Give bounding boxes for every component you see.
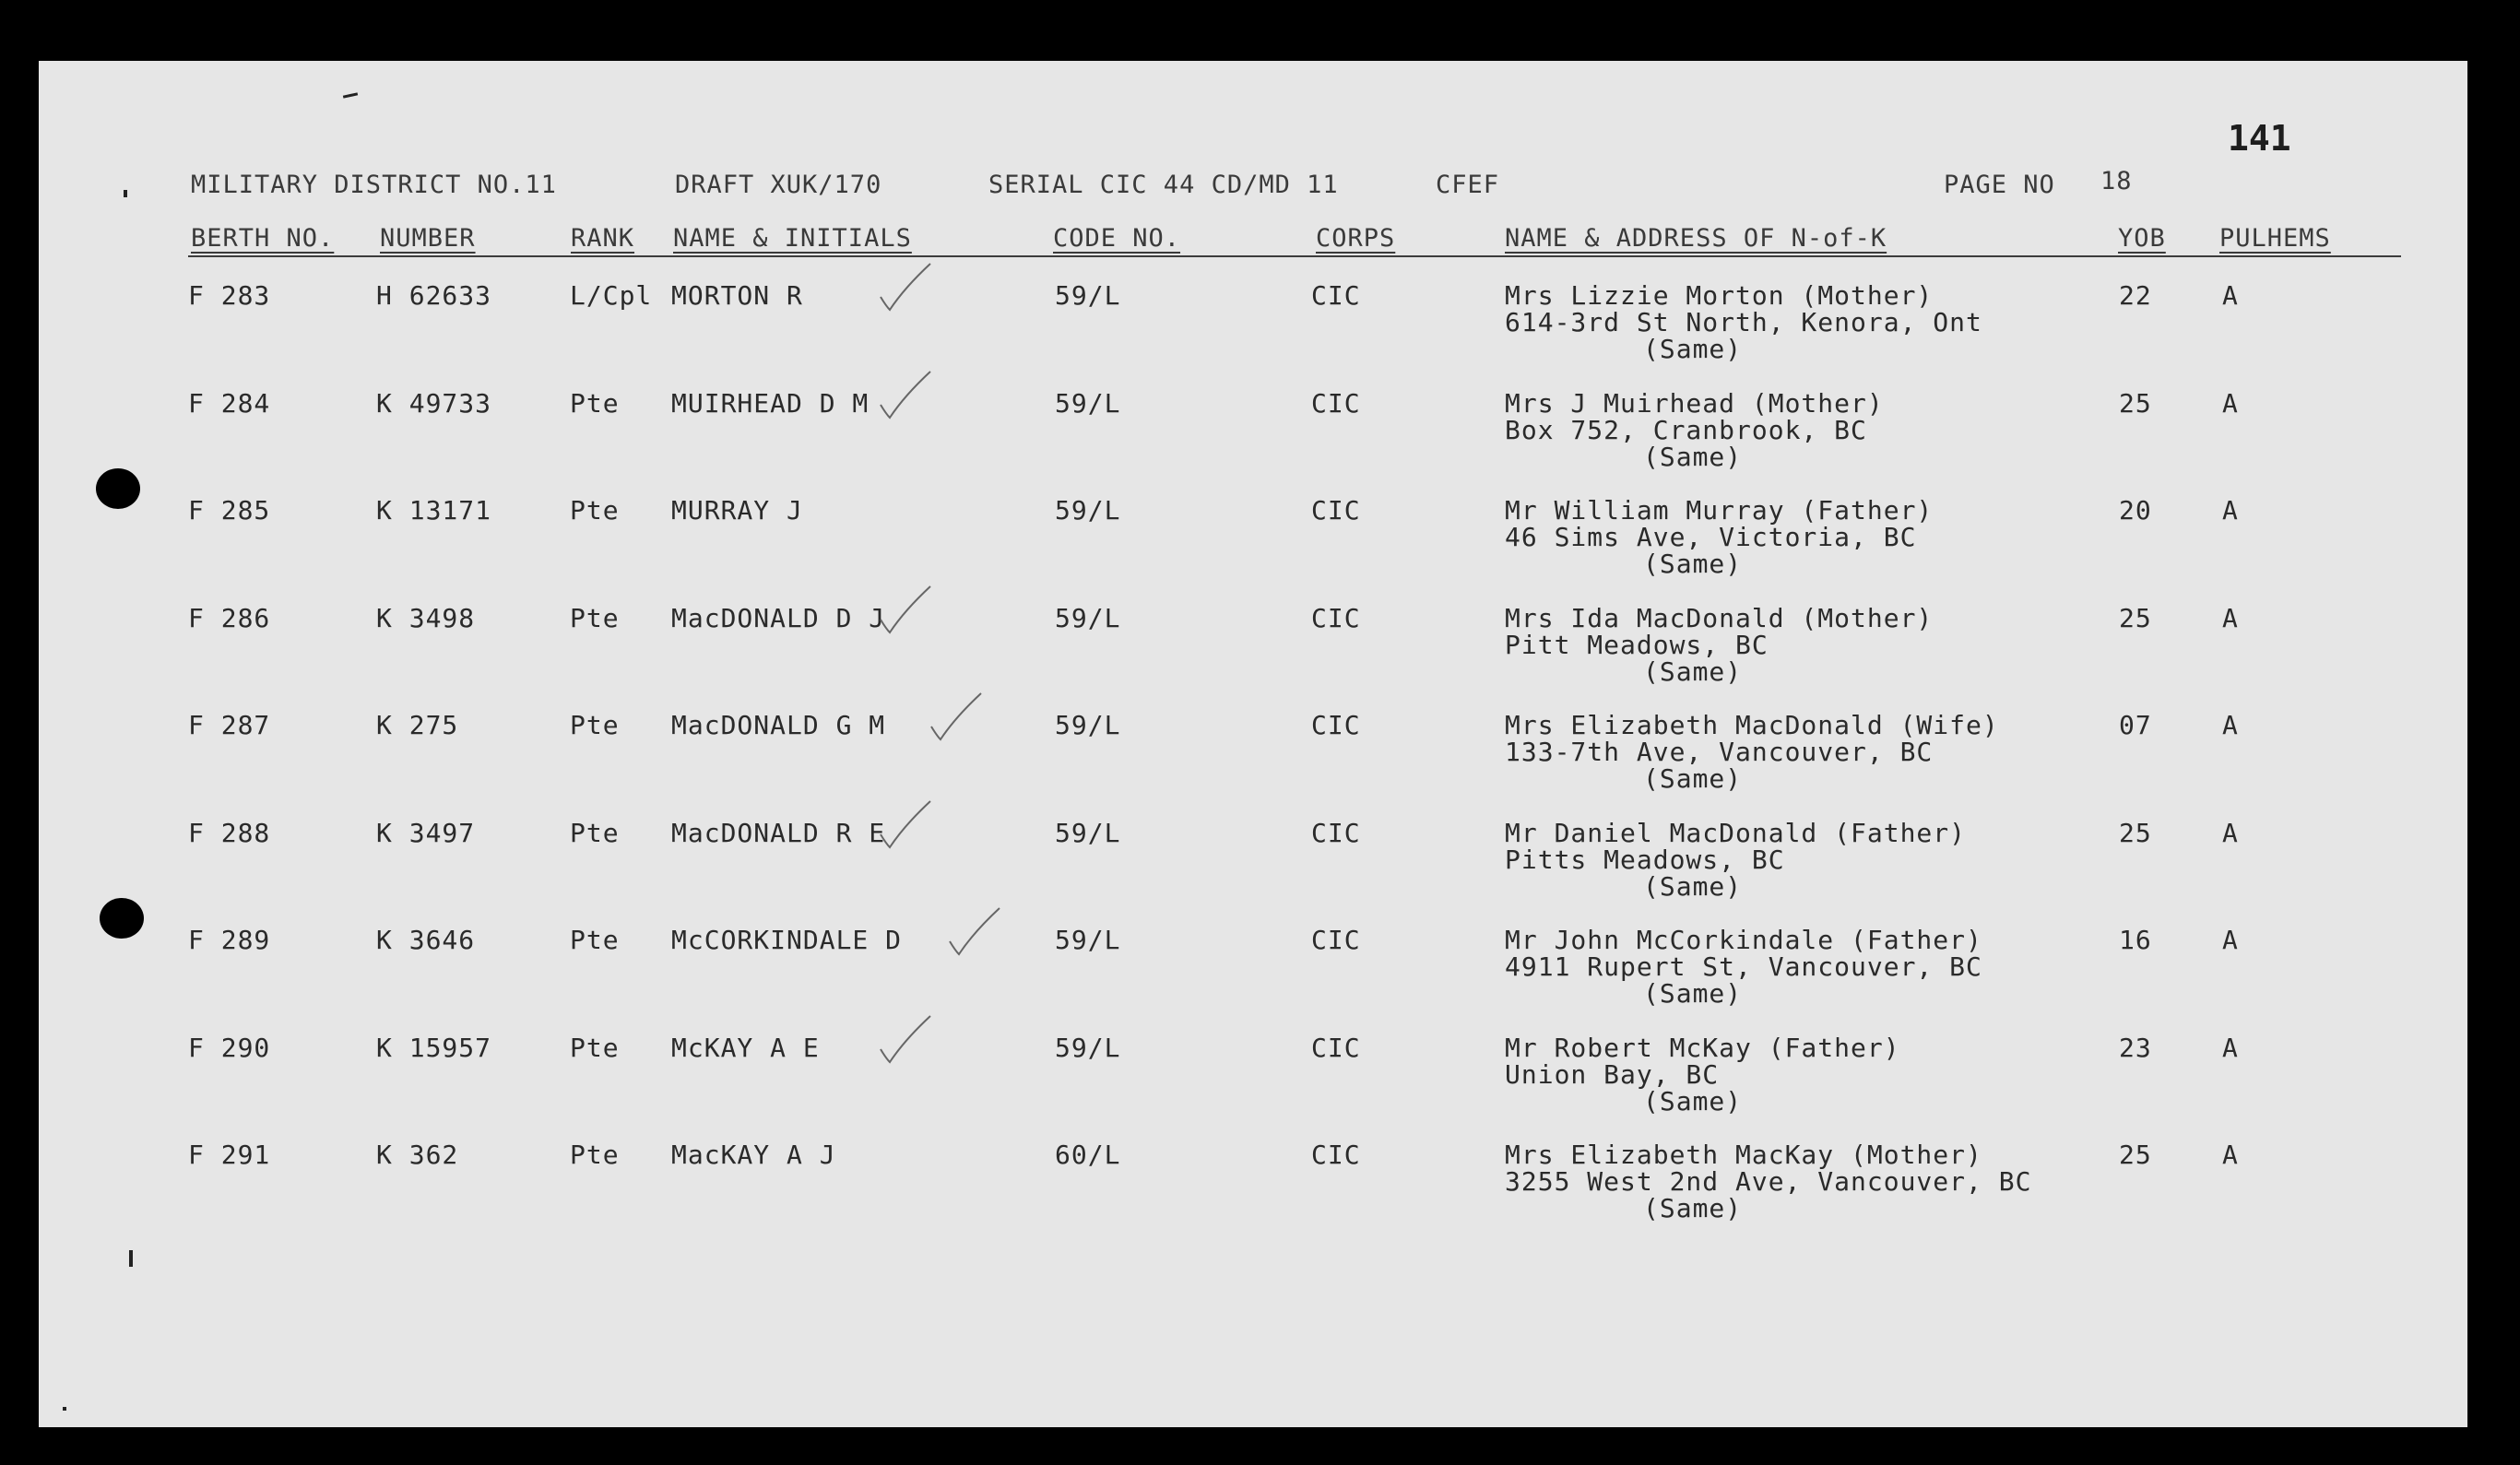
next-of-kin-address: Box 752, Cranbrook, BC — [1505, 415, 1867, 445]
corps: CIC — [1311, 1033, 1361, 1063]
next-of-kin-note: (Same) — [1643, 1193, 1743, 1223]
rank: Pte — [570, 710, 620, 740]
code-number: 60/L — [1055, 1140, 1121, 1170]
rank: Pte — [570, 388, 620, 419]
service-number: K 3498 — [376, 603, 476, 633]
check-mark-icon — [873, 797, 938, 853]
punch-hole-bottom — [100, 898, 144, 939]
berth-number: F 285 — [188, 495, 271, 526]
punch-hole-top — [96, 468, 140, 509]
margin-mark — [129, 1250, 133, 1267]
force-label: CFEF — [1436, 171, 1500, 199]
next-of-kin-address: 46 Sims Ave, Victoria, BC — [1505, 522, 1917, 552]
col-header-number: NUMBER — [380, 224, 476, 253]
year-of-birth: 07 — [2119, 710, 2152, 740]
rank: Pte — [570, 1033, 620, 1063]
year-of-birth: 22 — [2119, 280, 2152, 311]
next-of-kin-note: (Same) — [1643, 871, 1743, 902]
berth-number: F 289 — [188, 925, 271, 955]
pulhems: A — [2222, 495, 2239, 526]
year-of-birth: 25 — [2119, 603, 2152, 633]
service-number: K 362 — [376, 1140, 459, 1170]
year-of-birth: 25 — [2119, 388, 2152, 419]
check-mark-icon — [924, 690, 988, 745]
soldier-name: McCORKINDALE D — [671, 925, 903, 955]
serial-label: SERIAL CIC 44 CD/MD 11 — [988, 171, 1339, 199]
next-of-kin-address: 4911 Rupert St, Vancouver, BC — [1505, 951, 1982, 982]
next-of-kin-name: Mrs Elizabeth MacDonald (Wife) — [1505, 710, 1999, 740]
next-of-kin-name: Mrs J Muirhead (Mother) — [1505, 388, 1884, 419]
rank: L/Cpl — [570, 280, 653, 311]
rank: Pte — [570, 818, 620, 848]
pulhems: A — [2222, 1033, 2239, 1063]
district-label: MILITARY DISTRICT NO.11 — [191, 171, 557, 199]
next-of-kin-address: Pitts Meadows, BC — [1505, 845, 1785, 875]
pulhems: A — [2222, 710, 2239, 740]
next-of-kin-name: Mr Robert McKay (Father) — [1505, 1033, 1900, 1063]
next-of-kin-note: (Same) — [1643, 549, 1743, 579]
margin-mark — [63, 1407, 66, 1411]
next-of-kin-address: Pitt Meadows, BC — [1505, 630, 1769, 660]
col-header-yob: YOB — [2118, 224, 2166, 253]
next-of-kin-note: (Same) — [1643, 1086, 1743, 1116]
col-header-corps: CORPS — [1316, 224, 1396, 253]
next-of-kin-address: 3255 West 2nd Ave, Vancouver, BC — [1505, 1166, 2032, 1197]
next-of-kin-name: Mrs Ida MacDonald (Mother) — [1505, 603, 1934, 633]
document-sheet — [39, 61, 2467, 1427]
code-number: 59/L — [1055, 280, 1121, 311]
code-number: 59/L — [1055, 1033, 1121, 1063]
pulhems: A — [2222, 280, 2239, 311]
service-number: H 62633 — [376, 280, 492, 311]
soldier-name: MORTON R — [671, 280, 803, 311]
page-number-label: PAGE NO — [1944, 171, 2055, 199]
pulhems: A — [2222, 925, 2239, 955]
col-header-pulhems: PULHEMS — [2219, 224, 2331, 253]
next-of-kin-note: (Same) — [1643, 763, 1743, 794]
soldier-name: MUIRHEAD D M — [671, 388, 870, 419]
corps: CIC — [1311, 818, 1361, 848]
year-of-birth: 25 — [2119, 818, 2152, 848]
next-of-kin-address: 133-7th Ave, Vancouver, BC — [1505, 737, 1934, 767]
corps: CIC — [1311, 1140, 1361, 1170]
soldier-name: MURRAY J — [671, 495, 803, 526]
year-of-birth: 23 — [2119, 1033, 2152, 1063]
next-of-kin-name: Mr Daniel MacDonald (Father) — [1505, 818, 1967, 848]
rank: Pte — [570, 1140, 620, 1170]
year-of-birth: 25 — [2119, 1140, 2152, 1170]
margin-mark — [124, 190, 127, 197]
berth-number: F 283 — [188, 280, 271, 311]
berth-number: F 288 — [188, 818, 271, 848]
next-of-kin-note: (Same) — [1643, 442, 1743, 472]
service-number: K 13171 — [376, 495, 492, 526]
next-of-kin-name: Mrs Elizabeth MacKay (Mother) — [1505, 1140, 1982, 1170]
soldier-name: MacDONALD D J — [671, 603, 886, 633]
year-of-birth: 20 — [2119, 495, 2152, 526]
code-number: 59/L — [1055, 925, 1121, 955]
corps: CIC — [1311, 710, 1361, 740]
page-stamp: 141 — [2228, 118, 2291, 159]
service-number: K 3646 — [376, 925, 476, 955]
next-of-kin-address: 614-3rd St North, Kenora, Ont — [1505, 307, 1982, 337]
col-header-berth: BERTH NO. — [191, 224, 335, 253]
code-number: 59/L — [1055, 495, 1121, 526]
col-header-nok: NAME & ADDRESS OF N-of-K — [1505, 224, 1887, 253]
draft-label: DRAFT XUK/170 — [675, 171, 882, 199]
check-mark-icon — [873, 368, 938, 423]
berth-number: F 286 — [188, 603, 271, 633]
berth-number: F 287 — [188, 710, 271, 740]
pulhems: A — [2222, 388, 2239, 419]
next-of-kin-name: Mr William Murray (Father) — [1505, 495, 1934, 526]
service-number: K 3497 — [376, 818, 476, 848]
next-of-kin-name: Mr John McCorkindale (Father) — [1505, 925, 1982, 955]
pulhems: A — [2222, 1140, 2239, 1170]
check-mark-icon — [873, 260, 938, 315]
rank: Pte — [570, 495, 620, 526]
berth-number: F 284 — [188, 388, 271, 419]
header-rule — [188, 255, 2401, 257]
next-of-kin-note: (Same) — [1643, 656, 1743, 687]
code-number: 59/L — [1055, 388, 1121, 419]
code-number: 59/L — [1055, 818, 1121, 848]
next-of-kin-name: Mrs Lizzie Morton (Mother) — [1505, 280, 1934, 311]
rank: Pte — [570, 925, 620, 955]
code-number: 59/L — [1055, 603, 1121, 633]
corps: CIC — [1311, 280, 1361, 311]
check-mark-icon — [873, 1012, 938, 1068]
corps: CIC — [1311, 495, 1361, 526]
next-of-kin-note: (Same) — [1643, 334, 1743, 364]
service-number: K 49733 — [376, 388, 492, 419]
corps: CIC — [1311, 925, 1361, 955]
next-of-kin-note: (Same) — [1643, 978, 1743, 1009]
soldier-name: McKAY A E — [671, 1033, 820, 1063]
col-header-rank: RANK — [571, 224, 635, 253]
soldier-name: MacDONALD R E — [671, 818, 886, 848]
soldier-name: MacDONALD G M — [671, 710, 886, 740]
berth-number: F 290 — [188, 1033, 271, 1063]
next-of-kin-address: Union Bay, BC — [1505, 1059, 1720, 1090]
service-number: K 275 — [376, 710, 459, 740]
page-number-value: 18 — [2100, 167, 2133, 195]
pulhems: A — [2222, 818, 2239, 848]
berth-number: F 291 — [188, 1140, 271, 1170]
pulhems: A — [2222, 603, 2239, 633]
code-number: 59/L — [1055, 710, 1121, 740]
rank: Pte — [570, 603, 620, 633]
corps: CIC — [1311, 603, 1361, 633]
check-mark-icon — [873, 583, 938, 638]
col-header-code: CODE NO. — [1053, 224, 1181, 253]
check-mark-icon — [942, 904, 1007, 960]
soldier-name: MacKAY A J — [671, 1140, 836, 1170]
year-of-birth: 16 — [2119, 925, 2152, 955]
ink-mark — [343, 92, 358, 98]
service-number: K 15957 — [376, 1033, 492, 1063]
col-header-name: NAME & INITIALS — [673, 224, 912, 253]
corps: CIC — [1311, 388, 1361, 419]
